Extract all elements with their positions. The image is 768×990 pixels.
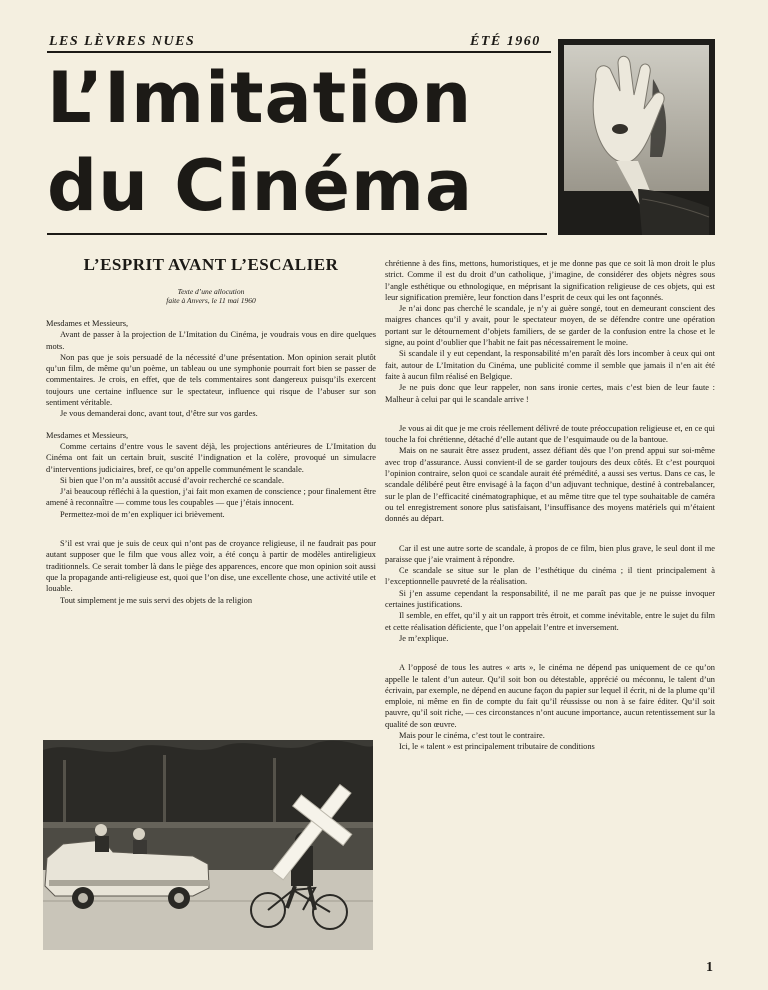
paragraph: Car il est une autre sorte de scandale, à propos de ce film, bien plus grave, le seul dont il me paraisse que j’aie vraiment à répondre. <box>385 543 715 564</box>
paragraph: Si bien que l’on m’a aussitôt accusé d’avoir recherché ce scandale. <box>60 475 284 485</box>
paragraph: Ici, le « talent » est principalement tributaire de conditions <box>399 742 595 752</box>
paragraph: Je ne puis donc que leur rappeler, non sans ironie certes, mais c’est bien de leur faute : Malheur à celui par qui le scandale arrive ! <box>385 383 715 404</box>
paragraph: Comme certains d’entre vous le savent déjà, les projections antérieures de L’Imitation du Cinéma ont fait un certain bruit, suscité l’indignation et la colère, provoqué un simulacre d’interventions judiciaires, bref, ce qu’on appelle communément le scandale. <box>46 441 376 474</box>
paragraph: S’il est vrai que je suis de ceux qui n’ont pas de croyance religieuse, il ne faudrait pas pour autant supposer que le film que vous allez voir, a été conçu à partir de modèles antireligieux traditionnels. Ce serait tomber là dans le piège des apparences, encore que mon opinion soit aussi que la propagande anti-religieuse est, quoi que l’on dise, une excellente chose, une activité utile et louable. <box>46 539 376 594</box>
title-line-1: L’Imitation <box>47 57 473 139</box>
issue-date: ÉTÉ 1960 <box>470 34 541 49</box>
section-subheading <box>46 287 376 305</box>
paragraph: Mesdames et Messieurs, <box>46 319 129 328</box>
paragraph: A l’opposé de tous les autres « arts », le cinéma ne dépend pas uniquement de ce qu’on appelle le talent d’un auteur. Qu’il soit bon ou détestable, apprécié ou méconnu, le talent d’un écrivain, par exemple, ne dépend en aucune façon du papier sur lequel il écrit, ni de la plume qu’il emploie, ni même en fin de compte du fait qu’il réussisse ou non à se faire éditer. Qu’il soit pauvre, qu’il soit riche, — ces circonstances n’ont aucune importance, aucun retentissement sur la qualité de son œuvre. <box>385 663 715 729</box>
street-photo <box>43 740 373 950</box>
page-number: 1 <box>706 960 713 975</box>
text-column-right <box>385 258 715 954</box>
paragraph: Ce scandale se situe sur le plan de l’esthétique du cinéma ; il tient principalement à l’exceptionnelle pauvreté de la réalisation. <box>385 566 715 587</box>
hand-photo <box>558 39 715 235</box>
paragraph: Si j’en assume cependant la responsabilité, il ne me paraît pas que je ne puisse invoquer certaines justifications. <box>385 588 715 610</box>
paragraph: Si scandale il y eut cependant, la responsabilité m’en paraît dès lors incomber à ceux qui ont fait, autour de L’Imitation du Cinéma, une publicité comme il semble que jamais il n’en ait été faite à aucun film réalisé en Belgique. <box>385 349 715 381</box>
article-main-title <box>47 54 557 230</box>
text-column-left <box>46 318 376 718</box>
paragraph: Permettez-moi de m’en expliquer ici brièvement. <box>60 509 225 519</box>
paragraph: J’ai beaucoup réfléchi à la question, j’ai fait mon examen de conscience ; pour finalement être amené à reconnaître — comme tous les coupables — que j’étais innocent. <box>46 487 376 508</box>
paragraph: chrétienne à des fins, mettons, humoristiques, et je me donne pas que ce soit là mon droit le plus strict. Comme il est du droit d’un catholique, j’imagine, de considérer des objets nègres sous l’angle esthétique ou ethnologique, en méprisant la signification religieuse de ces objets, qui est leur signification première, leur fonction dans l’esprit de ceux qui les ont façonnés. <box>385 259 715 302</box>
paragraph: Mais pour le cinéma, c’est tout le contraire. <box>399 730 545 740</box>
paragraph: Non pas que je sois persuadé de la nécessité d’une présentation. Mon opinion serait plutôt qu’un film, de même qu’un poème, un tableau ou une symphonie pourrait fort bien se passer de commentaires. Je crois, en effet, que de tels commentaires sont dangereux puisqu’ils exercent toujours une certaine influence sur le spectateur, influence qui risque de l’abuser sur son sentiment véritable. <box>46 352 376 408</box>
paragraph: Je vous ai dit que je me crois réellement délivré de toute préoccupation religieuse et, en ce qui touche la foi chrétienne, détaché d’elle autant que de l’esquimaude ou de la bantoue. <box>385 423 715 445</box>
section-heading: L’ESPRIT AVANT L’ESCALIER <box>83 255 339 274</box>
paragraph: Je m’explique. <box>399 633 449 643</box>
paragraph: Mais on ne saurait être assez prudent, assez défiant dès que l’on prend appui sur soi-même avec trop d’assurance. Aussi convient-il de se garder toujours des deux côtés. Et c’est pourquoi l’opinion contraire, selon quoi ce scandale aurait été prémédité, a aussi ses vertus. Dans ce cas, le scandale délibéré peut être envisagé à la façon d’un adjuvant technique, destiné à contrebalancer, sur le plan de l’efficacité cinématographique, et au même titre que tel type souhaitable de caméra ou tel enregistrement sonore plus satisfaisant, l’insuffisance des moyens matériels qui m’étaient donnés au départ. <box>385 446 715 524</box>
paragraph: Avant de passer à la projection de L’Imitation du Cinéma, je voudrais vous en dire quelques mots. <box>46 330 376 351</box>
subheading-line-2: faite à Anvers, le 11 mai 1960 <box>166 296 256 305</box>
title-line-2: du Cinéma <box>47 145 474 227</box>
publication-name: LES LÈVRES NUES <box>49 34 196 49</box>
subheading-line-1: Texte d’une allocution <box>177 287 245 296</box>
title-rule <box>47 233 547 235</box>
paragraph: Il semble, en effet, qu’il y ait un rapport très étroit, et comme inévitable, entre le sujet du film et cette réalisation déficiente, que l’on appelait l’entre et inversement. <box>385 611 715 632</box>
paragraph: Je vous demanderai donc, avant tout, d’être sur vos gardes. <box>60 409 258 419</box>
paragraph: Mesdames et Messieurs, <box>46 430 129 440</box>
paragraph: Je n’ai donc pas cherché le scandale, je n’y ai guère songé, tout en demeurant conscient des maigres chances qu’il y avait, pour le spectateur moyen, de se défendre contre une opération portant sur le détournement d’objets familiers, de se garder de la confusion entre la chose et le signe, au point d’oublier que l’habit ne fait pas nécessairement le moine. <box>385 304 715 348</box>
paragraph: Tout simplement je me suis servi des objets de la religion <box>60 595 253 605</box>
masthead-rule <box>47 51 551 53</box>
